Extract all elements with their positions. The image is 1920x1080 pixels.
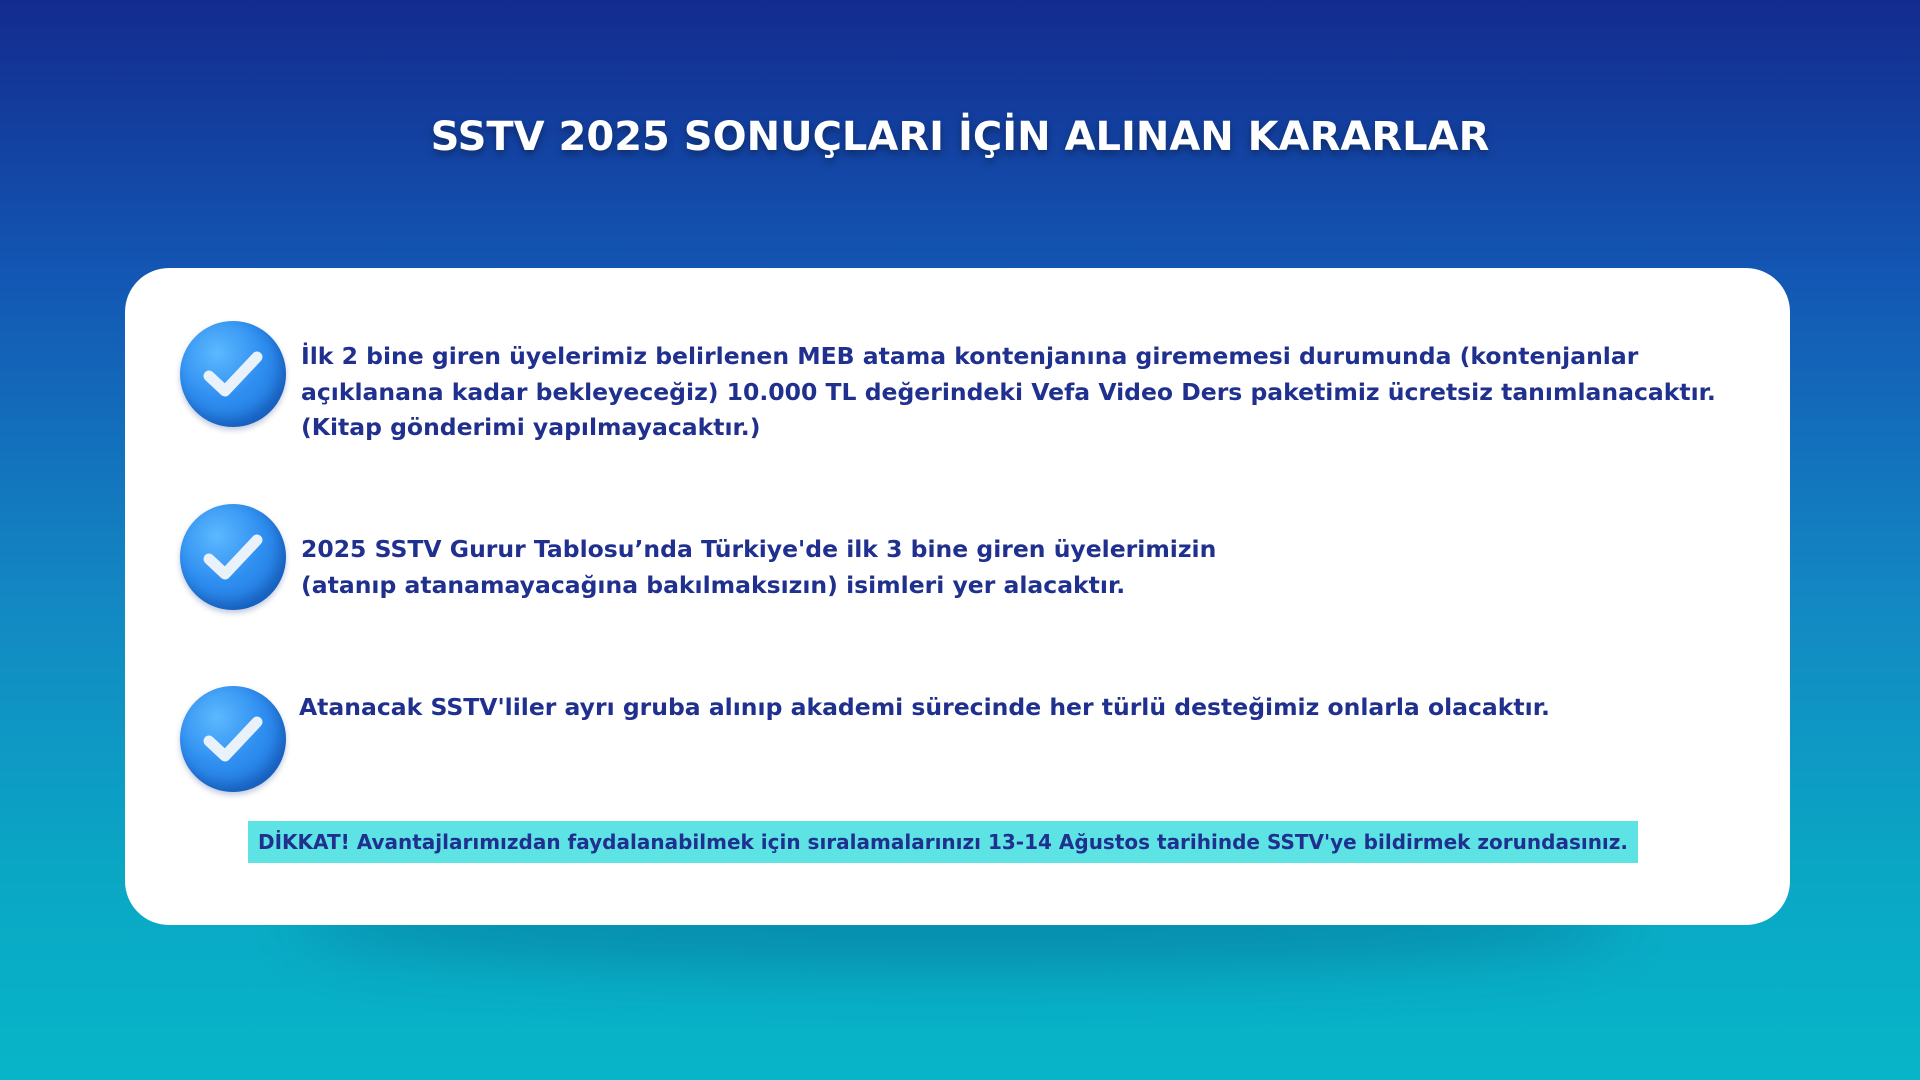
check-circle-icon bbox=[180, 321, 286, 427]
check-circle-icon bbox=[180, 504, 286, 610]
decisions-card bbox=[125, 268, 1790, 925]
decision-1-line-3: (Kitap gönderimi yapılmayacaktır.) bbox=[301, 413, 761, 441]
decision-text-3 bbox=[299, 690, 1550, 726]
decision-2-line-2: (atanıp atanamayacağına bakılmaksızın) isimleri yer alacaktır. bbox=[301, 570, 1126, 599]
decision-3-line-1: Atanacak SSTV'liler ayrı gruba alınıp akademi sürecinde her türlü desteğimiz onlarla olacaktır. bbox=[299, 693, 1550, 721]
notice-banner: DİKKAT! Avantajlarımızdan faydalanabilmek için sıralamalarınızı 13-14 Ağustos tarihinde SSTV'ye bildirmek zorundasınız. bbox=[248, 821, 1638, 863]
check-circle-icon bbox=[180, 686, 286, 792]
page-title: SSTV 2025 SONUÇLARI İÇİN ALINAN KARARLAR bbox=[430, 114, 1490, 160]
decision-2-line-1: 2025 SSTV Gurur Tablosu’nda Türkiye'de ilk 3 bine giren üyelerimizin bbox=[301, 535, 1217, 563]
decision-1-line-2: açıklanana kadar bekleyeceğiz) 10.000 TL değerindeki Vefa Video Ders paketimiz ücretsiz tanımlanacaktır. bbox=[301, 377, 1716, 406]
decision-text-1 bbox=[301, 339, 1716, 446]
decision-1-line-1: İlk 2 bine giren üyelerimiz belirlenen MEB atama kontenjanına girememesi durumunda (kontenjanlar bbox=[301, 342, 1639, 370]
decision-text-2 bbox=[301, 532, 1216, 603]
